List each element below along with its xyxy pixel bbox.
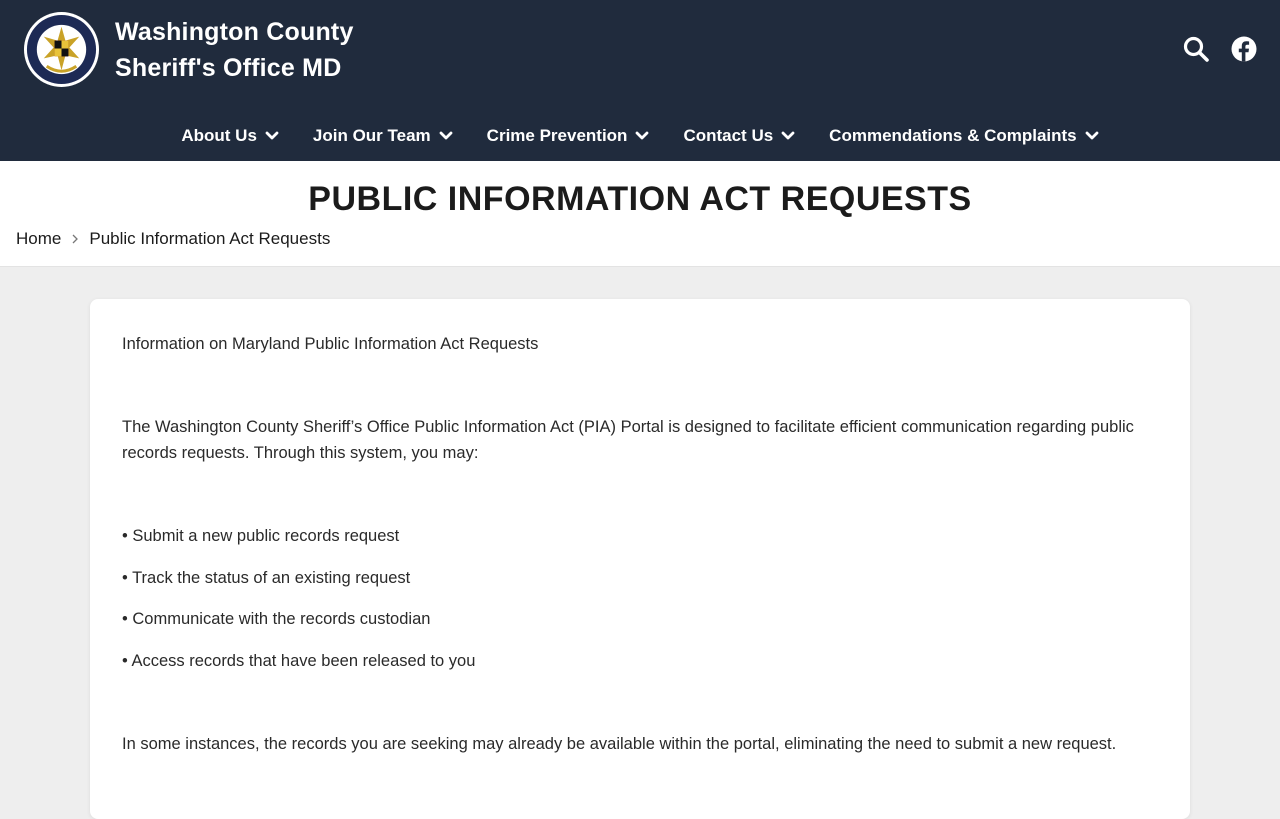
description-paragraph: The Washington County Sheriff’s Office Public Information Act (PIA) Portal is designed to facilitate efficient communication regarding public records requests. Through this system, you may: [122, 418, 1134, 462]
nav-item-label: Join Our Team [312, 126, 431, 145]
chevron-down-icon [635, 131, 649, 141]
sheriff-seal-logo [23, 11, 100, 88]
site-name-line2: Sheriff's Office MD [115, 53, 342, 82]
list-item: • Communicate with the records custodian [122, 610, 431, 628]
list-item: • Track the status of an existing request [122, 568, 411, 587]
list-item: • Submit a new public records request [122, 527, 400, 545]
header-actions [1180, 33, 1260, 65]
breadcrumb [16, 229, 330, 249]
chevron-down-icon [265, 131, 279, 141]
chevron-down-icon [1085, 131, 1099, 141]
nav-item-label: About Us [181, 126, 257, 145]
brand[interactable] [23, 11, 354, 88]
breadcrumb-home-link[interactable]: Home [16, 229, 62, 248]
search-icon [1183, 36, 1209, 62]
site-header [0, 0, 1280, 161]
site-name [115, 14, 354, 86]
availability-paragraph: In some instances, the records you are seeking may already be available within the portal, eliminating the need to submit a new request. [122, 734, 1117, 753]
nav-item-about-us[interactable] [181, 126, 279, 146]
facebook-icon [1231, 36, 1257, 62]
facebook-link[interactable] [1228, 33, 1260, 65]
nav-item-crime-prevention[interactable] [487, 126, 650, 146]
breadcrumb-current: Public Information Act Requests [89, 229, 331, 248]
page-title-band [0, 161, 1280, 267]
chevron-right-icon [71, 234, 79, 244]
nav-item-contact-us[interactable] [683, 126, 795, 146]
chevron-down-icon [439, 131, 453, 141]
search-button[interactable] [1180, 33, 1212, 65]
site-name-line1: Washington County [115, 17, 354, 46]
nav-item-commendations-complaints[interactable] [829, 126, 1098, 146]
nav-item-label: Crime Prevention [486, 126, 628, 145]
list-item: • Access records that have been released to you [122, 651, 476, 670]
chevron-down-icon [781, 131, 795, 141]
nav-item-label: Contact Us [683, 126, 774, 145]
intro-text: Information on Maryland Public Information Act Requests [122, 335, 539, 353]
main-nav [0, 116, 1280, 156]
nav-item-join-our-team[interactable] [313, 126, 453, 146]
content-card [90, 299, 1190, 819]
nav-item-label: Commendations & Complaints [829, 126, 1077, 145]
page-title: PUBLIC INFORMATION ACT REQUESTS [308, 180, 972, 218]
